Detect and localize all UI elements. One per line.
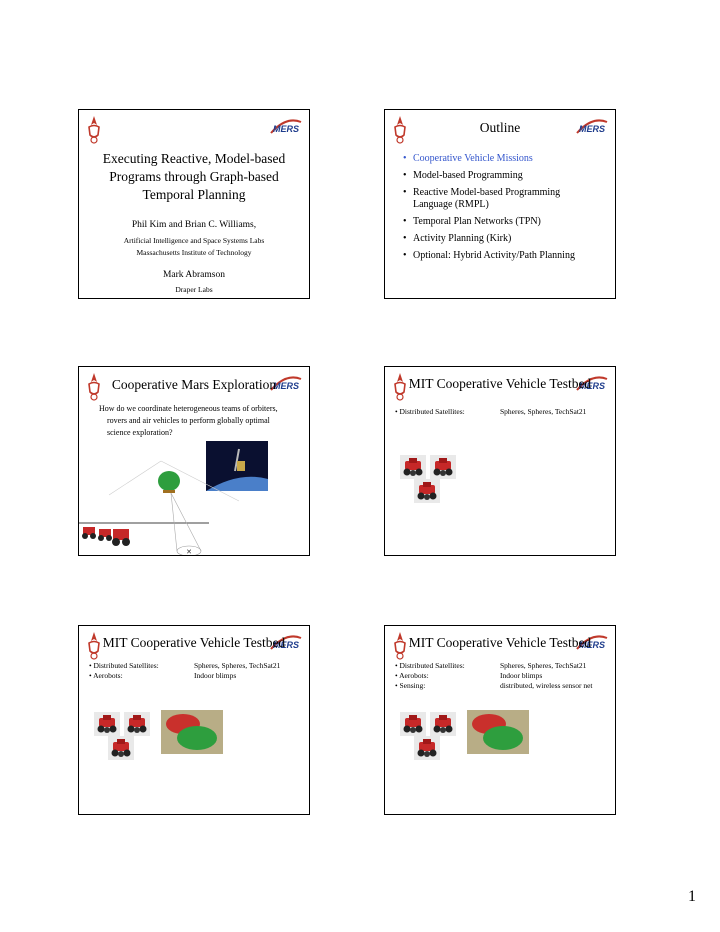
testbed-list: • Distributed Satellites: Spheres, Spheres, TechSat21 • Aerobots: Indoor blimps • Sensing: distributed, wireless sensor net — [395, 661, 593, 690]
slide-heading: Cooperative Mars Exploration — [111, 377, 277, 392]
green-blimp-icon — [177, 726, 217, 750]
slide-testbed-3 — [384, 625, 616, 815]
coauthor: Mark Abramson — [162, 270, 225, 280]
outline-item-continuation: Language (RMPL) — [413, 199, 489, 210]
slide-title — [78, 109, 310, 299]
testbed-list: • Distributed Satellites: Spheres, Spheres, TechSat21 • Aerobots: Indoor blimps — [89, 661, 281, 680]
spheres-rovers-image — [400, 455, 460, 508]
institute-name: Massachusetts Institute of Technology — [136, 248, 252, 257]
slide-testbed-2 — [78, 625, 310, 815]
slide-heading: Outline — [479, 120, 521, 135]
mars-exploration-illustration — [79, 441, 309, 556]
presentation-title: Executing Reactive, Model-based Programs through Graph-based Temporal Planning — [102, 151, 286, 202]
spheres-rovers-image — [400, 712, 460, 765]
slide-body: How do we coordinate heterogeneous teams of orbiters, rovers and air vehicles to perform globally optimal science exploration? — [99, 404, 278, 437]
rover-icon — [400, 455, 460, 503]
rover-icon — [400, 712, 460, 760]
outline-item: • Temporal Plan Networks (TPN) — [403, 216, 607, 228]
slide-heading: MIT Cooperative Vehicle Testbed — [408, 376, 592, 391]
lab-name: Artificial Intelligence and Space Systems Labs — [123, 236, 265, 245]
page-number: 1 — [688, 888, 696, 905]
slide-heading: MIT Cooperative Vehicle Testbed — [102, 635, 286, 650]
slide-heading: MIT Cooperative Vehicle Testbed — [408, 635, 592, 650]
spheres-rovers-image — [94, 712, 154, 765]
rover-icon — [94, 712, 154, 760]
slide-testbed-1 — [384, 366, 616, 556]
blimp-icon — [158, 471, 180, 491]
outline-item: • Activity Planning (Kirk) — [403, 233, 607, 245]
mit-logo-icon — [86, 115, 102, 145]
coauthor-org: Draper Labs — [175, 285, 213, 294]
blimps-image — [467, 710, 529, 754]
mers-logo-icon — [269, 118, 303, 136]
outline-item: • Reactive Model-based Programming — [403, 187, 607, 199]
svg-text:✕: ✕ — [186, 548, 192, 556]
outline-item: • Model-based Programming — [403, 170, 607, 182]
testbed-list: • Distributed Satellites: Spheres, Spheres, TechSat21 — [395, 407, 587, 416]
rovers-icon — [82, 527, 130, 546]
slide-cooperative-mars — [78, 366, 310, 556]
green-blimp-icon — [483, 726, 523, 750]
blimps-image — [161, 710, 223, 754]
outline-item: • Cooperative Vehicle Missions — [403, 153, 607, 165]
outline-list — [403, 153, 607, 267]
slide-outline — [384, 109, 616, 299]
outline-item: • Optional: Hybrid Activity/Path Planning — [403, 250, 607, 262]
authors: Phil Kim and Brian C. Williams, — [131, 220, 257, 230]
